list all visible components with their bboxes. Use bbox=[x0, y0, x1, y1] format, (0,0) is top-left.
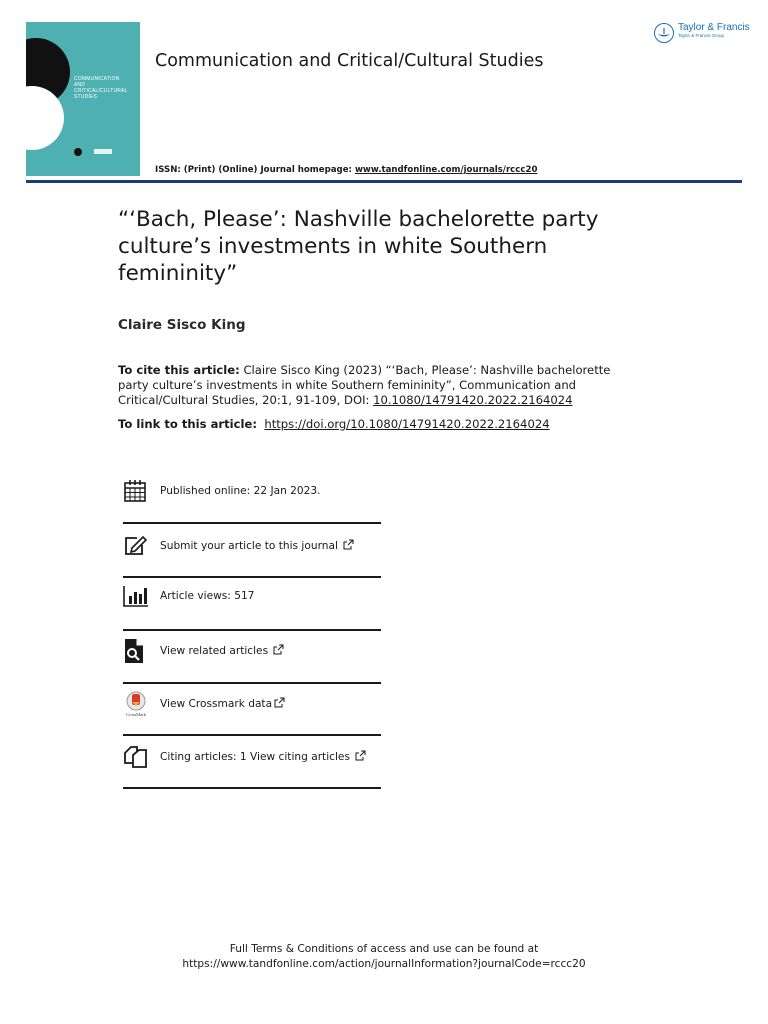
item-divider bbox=[123, 576, 381, 578]
article-views-item bbox=[123, 583, 381, 609]
external-link-icon bbox=[274, 697, 285, 711]
crossmark-label: View Crossmark data bbox=[160, 698, 273, 710]
related-articles-item[interactable] bbox=[123, 638, 381, 664]
journal-homepage-link[interactable]: www.tandfonline.com/journals/rccc20 bbox=[354, 165, 538, 175]
external-link-icon bbox=[355, 750, 366, 764]
citation-block bbox=[118, 363, 628, 408]
edit-icon bbox=[123, 533, 155, 559]
cite-doi-link[interactable]: 10.1080/14791420.2022.2164024 bbox=[373, 393, 573, 407]
citing-articles-label: Citing articles: 1 View citing articles bbox=[160, 751, 350, 763]
article-author: Claire Sisco King bbox=[118, 317, 246, 333]
article-link-line bbox=[118, 417, 550, 431]
external-link-icon bbox=[343, 539, 354, 553]
item-divider bbox=[123, 629, 381, 631]
issn-prefix: ISSN: (Print) (Online) Journal homepage: bbox=[155, 165, 355, 175]
journal-title: Communication and Critical/Cultural Studies bbox=[155, 51, 544, 71]
publisher-name: Taylor & Francis bbox=[678, 22, 750, 33]
published-online-label: Published online: 22 Jan 2023. bbox=[160, 485, 321, 497]
article-title: “‘Bach, Please’: Nashville bachelorette party culture’s investments in white Southern femininity” bbox=[118, 207, 599, 286]
cover-title: COMMUNICATION AND CRITICAL/CULTURAL STUDIES bbox=[74, 76, 128, 100]
search-document-icon bbox=[123, 638, 155, 664]
journal-cover-image bbox=[26, 22, 140, 176]
svg-text:CrossMark: CrossMark bbox=[126, 712, 146, 717]
header-rule bbox=[26, 180, 742, 183]
cite-text: Claire Sisco King (2023) “‘Bach, Please’: Nashville bachelorette party culture’s investments in white Southern femininity”, Communication and Critical/Cultural Studies, 20:1, 91-109, DOI: bbox=[118, 363, 611, 407]
item-divider bbox=[123, 734, 381, 736]
submit-article-item[interactable] bbox=[123, 533, 381, 559]
footer-terms bbox=[0, 942, 768, 972]
taylor-francis-icon bbox=[654, 23, 674, 43]
external-link-icon bbox=[273, 644, 284, 658]
bar-chart-icon bbox=[123, 583, 155, 609]
link-label: To link to this article: bbox=[118, 417, 257, 431]
publisher-tagline: Taylor & Francis Group bbox=[678, 33, 725, 38]
cite-label: To cite this article: bbox=[118, 363, 240, 377]
article-doi-link[interactable]: https://doi.org/10.1080/14791420.2022.2164024 bbox=[264, 417, 550, 431]
citing-articles-item[interactable] bbox=[123, 744, 381, 770]
footer-terms-link[interactable]: https://www.tandfonline.com/action/journalInformation?journalCode=rccc20 bbox=[182, 958, 586, 970]
item-divider bbox=[123, 682, 381, 684]
published-online-item bbox=[123, 478, 381, 504]
crossmark-icon bbox=[123, 691, 155, 717]
issn-line bbox=[155, 165, 537, 175]
item-divider bbox=[123, 787, 381, 789]
submit-article-label: Submit your article to this journal bbox=[160, 540, 338, 552]
item-divider bbox=[123, 522, 381, 524]
citing-icon bbox=[123, 744, 155, 770]
related-articles-label: View related articles bbox=[160, 645, 269, 657]
crossmark-item[interactable] bbox=[123, 691, 381, 717]
publisher-logo[interactable] bbox=[654, 22, 750, 43]
footer-line-1: Full Terms & Conditions of access and use can be found at bbox=[229, 943, 539, 955]
calendar-icon bbox=[123, 478, 155, 504]
article-views-label: Article views: 517 bbox=[160, 590, 255, 602]
